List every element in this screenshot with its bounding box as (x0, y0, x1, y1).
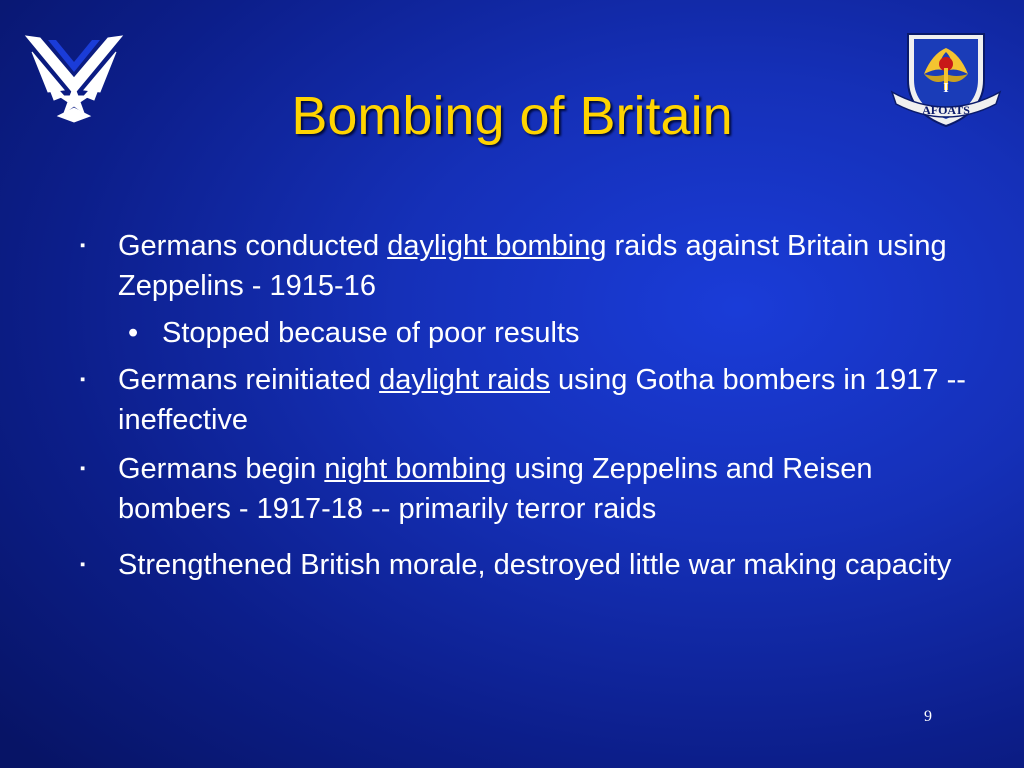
air-force-wings-icon (18, 28, 130, 128)
bullet-marker: ▪ (80, 460, 86, 477)
afoats-crest-icon (888, 30, 1004, 130)
svg-text:I: I (943, 81, 949, 96)
bullet-item (80, 360, 980, 440)
bullet-text: Germans begin (118, 453, 325, 485)
slide-title: Bombing of Britain (291, 86, 733, 146)
page-number: 9 (924, 708, 932, 725)
bullet-text: using Gotha bombers in 1917 -- ineffective (118, 364, 966, 436)
bullet-item (80, 543, 980, 587)
bullet-marker: ▪ (80, 237, 86, 254)
bullet-text: Germans reinitiated (118, 364, 380, 396)
bullet-marker: ▪ (80, 371, 86, 388)
sub-bullet-text: Stopped because of poor results (162, 317, 580, 349)
bullet-marker: ▪ (80, 556, 86, 573)
bullet-item (80, 449, 980, 529)
bullet-text: raids against Britain using Zeppelins - 1915-16 (118, 230, 947, 302)
bullet-text: Germans conducted (118, 230, 388, 262)
bullet-text: Strengthened British morale, destroyed little war making capacity (118, 549, 952, 581)
afoats-crest-label: AFOATS (922, 103, 970, 117)
bullet-list (80, 226, 980, 596)
bullet-text: using Zeppelins and Reisen bombers - 1917-18 -- primarily terror raids (118, 453, 873, 525)
sub-bullet-item (80, 313, 980, 353)
bullet-item (80, 226, 980, 306)
sub-bullet-marker: • (128, 317, 139, 349)
bullet-underlined-text: night bombing (324, 453, 507, 485)
bullet-underlined-text: daylight bombing (387, 230, 607, 262)
bullet-underlined-text: daylight raids (379, 364, 550, 396)
